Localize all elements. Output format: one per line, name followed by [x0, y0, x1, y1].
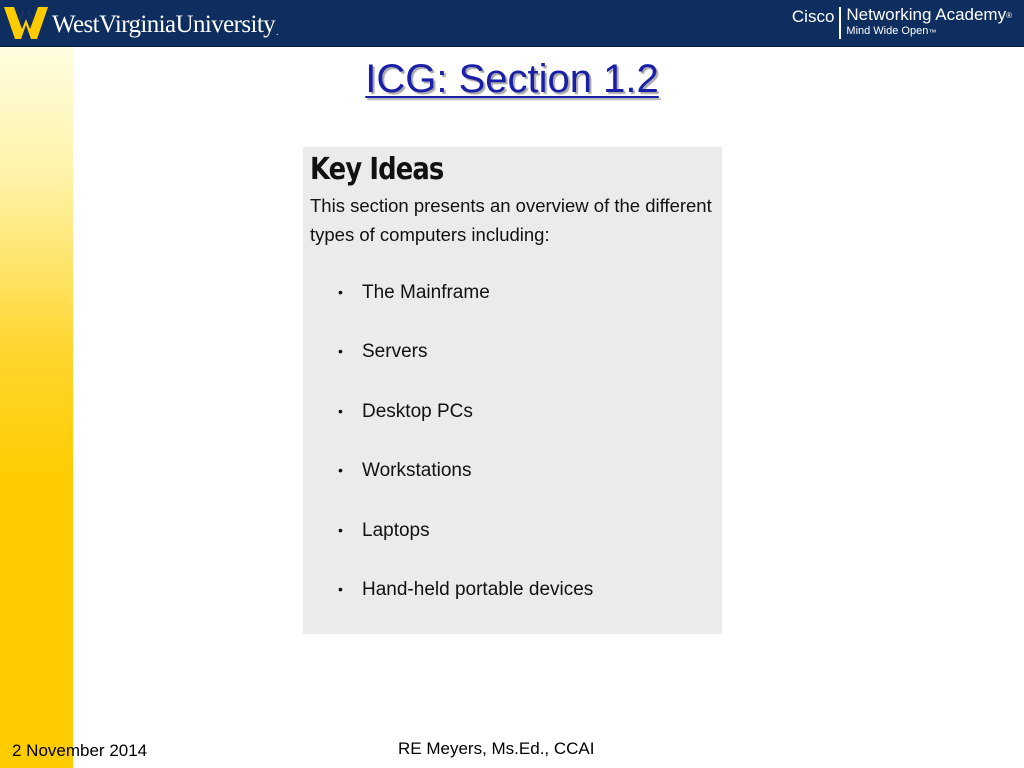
- list-item: [310, 322, 714, 381]
- list-item-label: Desktop PCs: [362, 400, 473, 422]
- footer-date: 2 November 2014: [12, 741, 148, 760]
- wvu-flying-wv-icon: [4, 5, 48, 41]
- list-item-label: The Mainframe: [362, 282, 490, 303]
- key-ideas-intro: This section presents an overview of the different types of computers including:: [310, 195, 712, 245]
- cisco-academy-text: Networking Academy: [846, 5, 1007, 24]
- bullet-icon: •: [338, 284, 343, 300]
- cisco-divider: [839, 7, 841, 39]
- list-item-label: Servers: [362, 341, 428, 363]
- key-ideas-panel: [303, 147, 722, 634]
- trademark-mark: ™: [928, 28, 937, 37]
- bullet-icon: •: [338, 521, 343, 538]
- registered-mark: ®: [1006, 11, 1012, 20]
- key-ideas-heading: Key Ideas: [310, 152, 444, 187]
- list-item: [310, 382, 714, 441]
- list-item: [310, 501, 714, 560]
- list-item: [310, 263, 714, 322]
- list-item-label: Workstations: [362, 460, 472, 482]
- bullet-icon: •: [338, 462, 343, 479]
- bullet-icon: •: [338, 402, 343, 419]
- cisco-tagline-text: Mind Wide Open: [846, 25, 929, 37]
- wvu-logo: [4, 4, 278, 42]
- list-item: [310, 560, 714, 619]
- wvu-wordmark-text: WestVirginiaUniversity: [52, 10, 276, 38]
- cisco-academy-block: [846, 5, 1012, 38]
- wvu-wordmark: [52, 10, 278, 37]
- key-ideas-list: [310, 263, 714, 619]
- cisco-academy-name: [846, 5, 1012, 24]
- footer-author: RE Meyers, Ms.Ed., CCAI: [398, 739, 595, 758]
- wvu-wordmark-mark: .: [276, 26, 278, 37]
- bullet-icon: •: [338, 580, 343, 597]
- cisco-wordmark: Cisco: [791, 7, 835, 26]
- gold-side-bar: [0, 46, 73, 768]
- cisco-tagline: [846, 25, 1012, 38]
- slide-title: ICG: Section 1.2: [365, 57, 659, 101]
- list-item-label: Hand-held portable devices: [362, 578, 594, 600]
- list-item: [310, 441, 714, 500]
- header-banner: [0, 0, 1024, 47]
- cisco-networking-academy-logo: [792, 5, 1012, 41]
- list-item-label: Laptops: [362, 519, 430, 541]
- bullet-icon: •: [338, 343, 343, 360]
